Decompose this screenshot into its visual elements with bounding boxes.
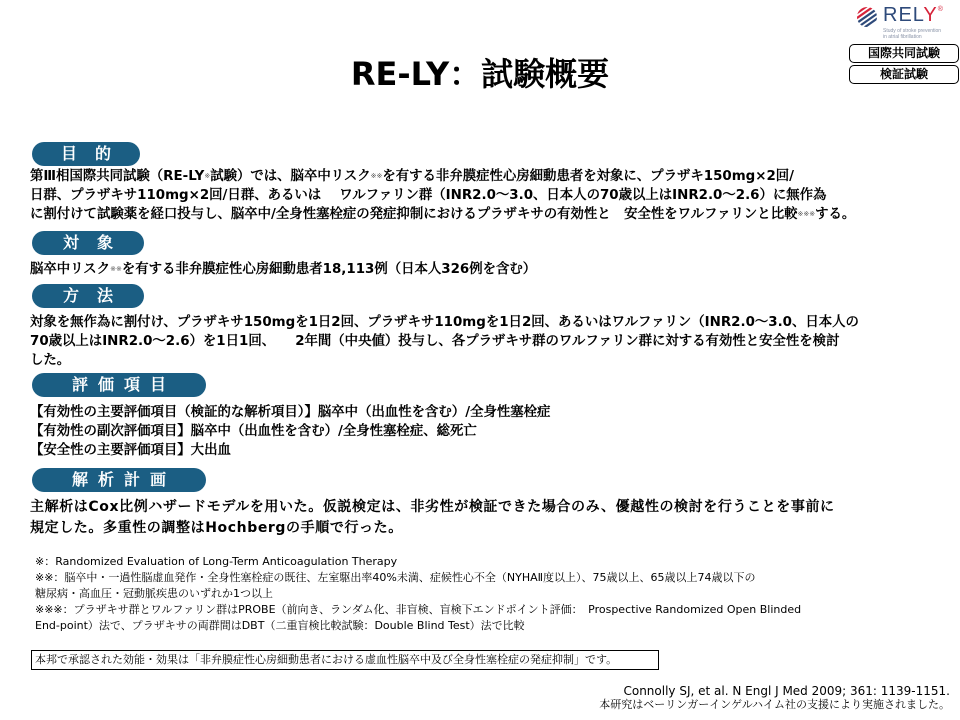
striped-globe-icon [856, 6, 878, 28]
section-heading-subjects: 対象 [32, 231, 144, 255]
footnote: End-point）法で、プラザキサの両群間はDBT（二重盲検比較試験：Double Blind Test）法で比較 [35, 619, 525, 632]
logo-wordmark: RELY® [883, 4, 944, 26]
analysis-plan-text: 主解析はCox比例ハザードモデルを用いた。仮説検定は、非劣性が検証できた場合のみ、優越性の検討を行うことを事前に 規定した。多重性の調整はHochbergの手順で行った。 [30, 499, 835, 536]
approved-indication-box: 本邦で承認された効能・効果は「非弁膜症性心房細動患者における虚血性脳卒中及び全身性塞栓症の発症抑制」です。 [31, 650, 659, 670]
footnote: ※※※：プラザキサ群とワルファリン群はPROBE（前向き、ランダム化、非盲検、盲検下エンドポイント評価： Prospective Randomized Open Blinded [35, 603, 802, 616]
methods-text: 対象を無作為に割付け、プラザキサ150mgを1日2回、プラザキサ110mgを1日2回、あるいはワルファリン（INR2.0～3.0、日本人の 70歳以上はINR2.0～2.6）を1日1回、 2年間（中央値）投与し、各プラザキサ群のワルファリン群に対する有効性と安全性を検討 した。 [30, 315, 859, 368]
section-heading-objective: 目的 [32, 142, 140, 166]
footnotes [35, 554, 801, 634]
confirmatory-trial-tag: 検証試験 [849, 65, 959, 84]
international-trial-tag: 国際共同試験 [849, 44, 959, 63]
section-heading-analysis-plan: 解析計画 [32, 468, 206, 492]
footnote: ※：Randomized Evaluation of Long-Term Anticoagulation Therapy [35, 555, 398, 568]
reference: Connolly SJ, et al. N Engl J Med 2009; 361: 1139-1151. [623, 684, 950, 698]
sponsor-note: 本研究はベーリンガーインゲルハイム社の支援により実施されました。 [599, 698, 950, 711]
logo-subtitle: Study of stroke prevention in atrial fibrillation [883, 28, 942, 40]
section-heading-endpoints: 評価項目 [32, 373, 206, 397]
subjects-text: 脳卒中リスク※※を有する非弁膜症性心房細動患者18,113例（日本人326例を含む） [30, 262, 537, 277]
footnote: ※※：脳卒中・一過性脳虚血発作・全身性塞栓症の既往、左室駆出率40%未満、症候性心不全（NYHAⅡ度以上）、75歳以上、65歳以上74歳以下の [35, 571, 756, 584]
citation [599, 684, 950, 712]
rely-logo [856, 4, 956, 40]
footnote: 糖尿病・高血圧・冠動脈疾患のいずれか1つ以上 [35, 587, 273, 600]
endpoints-text: 【有効性の主要評価項目（検証的な解析項目）】脳卒中（出血性を含む）/全身性塞栓症 【有効性の副次評価項目】脳卒中（出血性を含む）/全身性塞栓症、総死亡 【安全性の主要評価項目】大出血 [30, 405, 551, 458]
page-title: RE-LY：試験概要 [350, 55, 610, 93]
objective-text: 第Ⅲ相国際共同試験（RE-LY※試験）では、脳卒中リスク※※を有する非弁膜症性心房細動患者を対象に、プラザキ150mg×2回/ 日群、プラザキサ110mg×2回/日群、あるいは ワルファリン群（INR2.0～3.0、日本人の70歳以上はINR2.0～2.6）に無作為 に割付けて試験薬を経口投与し、脳卒中/全身性塞栓症の発症抑制におけるプラザキサの有効性と 安全性をワルファリンと比較※※※する。 [30, 169, 856, 222]
section-heading-methods: 方法 [32, 284, 144, 308]
